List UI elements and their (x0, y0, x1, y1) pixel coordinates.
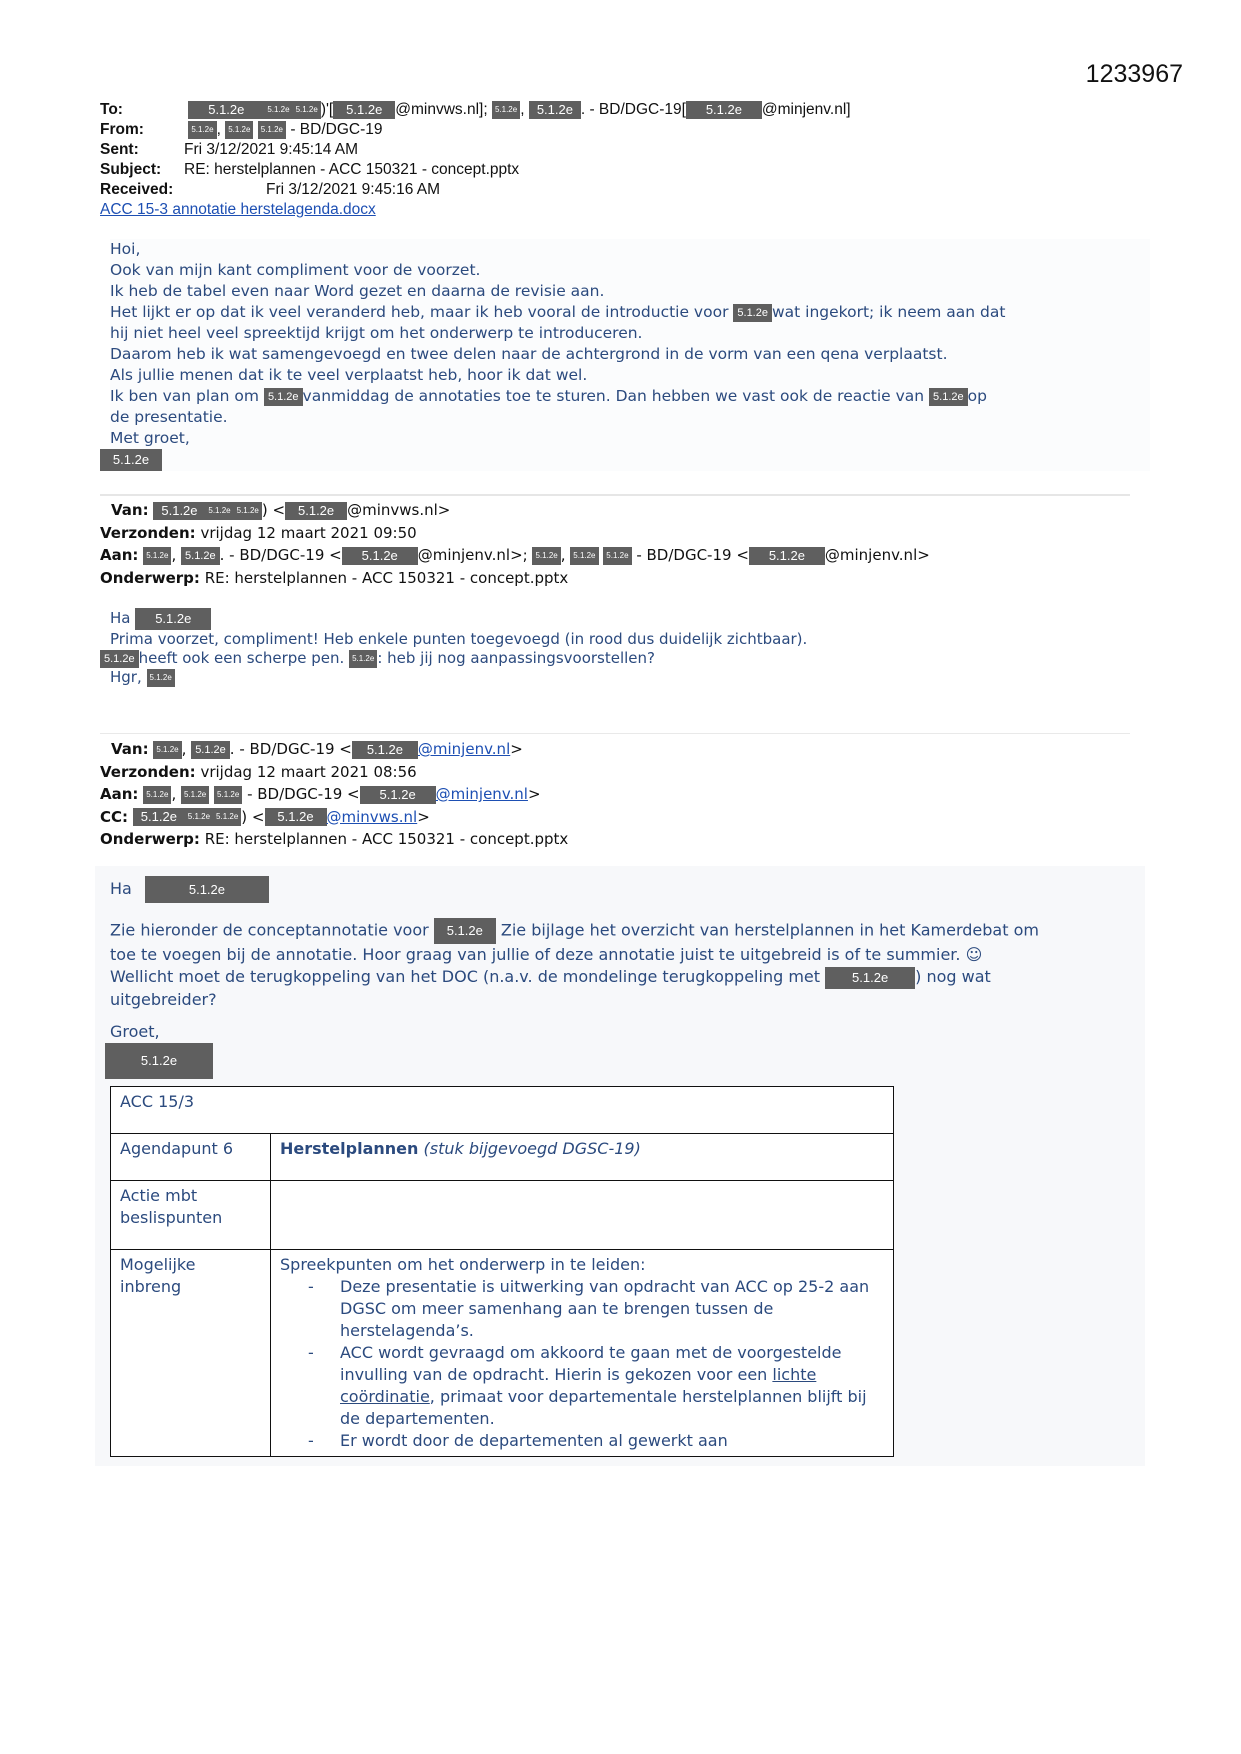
msg2-line: Prima voorzet, compliment! Heb enkele punten toegevoegd (in rood dus duidelijk zichtbaar). (110, 630, 808, 648)
msg1-text: Ik ben van plan om (110, 387, 259, 405)
redaction: 5.1.2e (342, 547, 418, 565)
email-link[interactable]: @minjenv.nl (435, 785, 528, 803)
fwd2-aan: Aan: 5.1.2e , 5.1.2e 5.1.2e - BD/DGC-19 < 5.1.2e @minjenv.nl> (100, 785, 541, 803)
msg3-groet: Groet, (110, 1021, 160, 1041)
verzonden-value: vrijdag 12 maart 2021 09:50 (200, 523, 417, 542)
aan-label: Aan: (100, 546, 139, 564)
msg2-text: Hgr, (110, 668, 142, 686)
onderwerp-value: RE: herstelplannen - ACC 150321 - concept.pptx (204, 830, 569, 848)
msg3-text: Zie bijlage het overzicht van herstelplannen in het Kamerdebat om (500, 920, 1039, 940)
redaction: 5.1.2e (929, 388, 968, 406)
onderwerp-label: Onderwerp: (100, 568, 200, 587)
redaction: 5.1.2e (225, 121, 253, 139)
to-text: . - BD/DGC-19[ (580, 101, 686, 118)
redaction: 5.1.2e (205, 502, 233, 520)
redaction: 5.1.2e (264, 388, 303, 406)
msg3-line: toe te voegen bij de annotatie. Hoor graag van jullie of deze annotatie juist te uitgebreid is of te summier. ☺ (110, 945, 983, 964)
subject-value: RE: herstelplannen - ACC 150321 - concept.pptx (184, 161, 520, 178)
inbreng-value (271, 1250, 894, 1457)
redaction: 5.1.2e (749, 547, 825, 565)
redaction: 5.1.2e (143, 547, 171, 565)
msg1-line: Hoi, (110, 240, 141, 258)
redaction: 5.1.2e (143, 786, 171, 804)
email-header (100, 100, 851, 220)
redaction: 5.1.2e (492, 101, 520, 119)
msg3-line (110, 918, 1150, 944)
redaction: 5.1.2e (181, 786, 209, 804)
from-row: From: 5.1.2e , 5.1.2e 5.1.2e - BD/DGC-19 (100, 121, 383, 138)
fwd2-van (100, 738, 568, 761)
redaction: 5.1.2e (686, 101, 762, 119)
aan-text: @minjenv.nl> (824, 546, 930, 564)
sent-value: Fri 3/12/2021 9:45:14 AM (184, 141, 359, 158)
aan-text: @minjenv.nl>; (417, 546, 528, 564)
redaction: 5.1.2e (133, 808, 185, 826)
redaction: 5.1.2e (191, 741, 230, 759)
table-row (111, 1181, 894, 1250)
msg3-signature (105, 1043, 1150, 1079)
redaction: 5.1.2e (185, 808, 213, 826)
to-text: , (520, 101, 525, 118)
fwd1-aan: Aan: 5.1.2e , 5.1.2e . - BD/DGC-19 < 5.1.2e @minjenv.nl>; 5.1.2e , 5.1.2e 5.1.2e - BD/DGC-19 < 5.1.2e @minjenv.nl> (100, 546, 930, 564)
agenda-value (271, 1134, 894, 1181)
msg2-text: Ha (110, 609, 131, 627)
to-row (100, 100, 851, 120)
bullet-underlined: lichte coördinatie (340, 1365, 817, 1406)
redaction: 5.1.2e (333, 101, 395, 119)
redaction: 5.1.2e (145, 876, 269, 903)
msg3-text: ) nog wat (915, 967, 991, 986)
table-row (111, 1134, 894, 1181)
forward-header-2 (100, 738, 568, 851)
msg2-line (100, 668, 807, 687)
forward-header-1 (100, 499, 930, 589)
agenda-note: (stuk bijgevoegd DGSC-19) (423, 1139, 641, 1158)
redaction: 5.1.2e (105, 1043, 213, 1079)
subject-row (100, 160, 851, 180)
redaction: 5.1.2e (135, 608, 211, 630)
redaction: 5.1.2e (529, 101, 581, 119)
fwd2-verzonden (100, 761, 568, 784)
redaction: 5.1.2e (100, 449, 162, 471)
msg3-text: Zie hieronder de conceptannotatie voor (110, 920, 429, 940)
aan-text: > (527, 785, 541, 803)
inbreng-label: Mogelijke inbreng (111, 1250, 271, 1457)
bullet-text: , primaat voor departementale herstelplannen blijft bij de departementen. (340, 1387, 867, 1428)
aan-text: . - BD/DGC-19 < (219, 546, 342, 564)
msg1-line: Met groet, (110, 429, 190, 447)
redaction: 5.1.2e (352, 741, 418, 759)
van-text: > (510, 740, 523, 758)
aan-label: Aan: (100, 785, 139, 803)
sent-row (100, 140, 851, 160)
table-title: ACC 15/3 (111, 1087, 894, 1134)
msg1-text: wat ingekort; ik neem aan dat (771, 303, 1006, 321)
redaction: 5.1.2e (285, 502, 347, 520)
msg3-line (110, 966, 1150, 989)
cc-text: ) < (241, 807, 265, 826)
message-body-3 (110, 876, 1150, 1079)
msg2-greeting (100, 606, 807, 630)
annotation-table (110, 1086, 894, 1457)
actie-label: Actie mbt beslispunten (111, 1181, 271, 1250)
list-item: - Er wordt door de departementen al gewerkt aan (330, 1430, 884, 1452)
verzonden-label: Verzonden: (100, 523, 196, 542)
msg1-line: Daarom heb ik wat samengevoegd en twee delen naar de achtergrond in de vorm van een qena verplaatst. (110, 345, 948, 363)
redaction: 5.1.2e (181, 547, 220, 565)
msg1-text: vanmiddag de annotaties toe te sturen. Dan hebben we vast ook de reactie van (302, 387, 925, 405)
redaction: 5.1.2e (214, 786, 242, 804)
msg2-text: : heb jij nog aanpassingsvoorstellen? (377, 649, 656, 667)
van-text: @minvws.nl> (347, 501, 451, 519)
received-label: Received: (100, 181, 174, 198)
email-link[interactable]: @minjenv.nl (417, 740, 511, 758)
attachment-link[interactable]: ACC 15-3 annotatie herstelagenda.docx (100, 201, 376, 218)
message-body-2 (100, 606, 807, 687)
redaction: 5.1.2e (153, 502, 205, 520)
redaction: 5.1.2e (213, 808, 241, 826)
inbreng-intro: Spreekpunten om het onderwerp in te leiden: (280, 1255, 646, 1274)
received-row (100, 180, 851, 200)
van-text: . - BD/DGC-19 < (229, 740, 352, 758)
redaction: 5.1.2e (532, 547, 560, 565)
van-label: Van: (111, 501, 149, 519)
cc-label: CC: (100, 807, 129, 826)
redaction: 5.1.2e (825, 967, 915, 989)
to-text: @minjenv.nl] (761, 101, 851, 118)
divider (100, 733, 1130, 734)
van-text: ) < (261, 501, 286, 519)
message-body-1 (110, 239, 1150, 471)
cc-text: > (417, 807, 430, 826)
document-number: 1233967 (1085, 60, 1183, 88)
redaction: 5.1.2e (360, 786, 436, 804)
actie-value (271, 1181, 894, 1250)
redaction: 5.1.2e (349, 650, 377, 668)
msg1-line: de presentatie. (110, 408, 228, 426)
list-item: - Deze presentatie is uitwerking van opdracht van ACC op 25-2 aan DGSC om meer samenhang aan te brengen tussen de herstelagenda’s. (330, 1276, 884, 1342)
verzonden-value: vrijdag 12 maart 2021 08:56 (200, 762, 417, 781)
to-text: )'[ (320, 101, 334, 118)
redaction: 5.1.2e (293, 101, 321, 119)
to-label: To: (100, 101, 123, 118)
msg1-line: hij niet heel veel spreektijd krijgt om het onderwerp te introduceren. (110, 324, 643, 342)
aan-text: - BD/DGC-19 < (636, 546, 749, 564)
redaction: 5.1.2e (434, 918, 496, 944)
van-label: Van: (111, 740, 149, 758)
to-text: @minvws.nl]; (395, 101, 488, 118)
redaction: 5.1.2e (258, 121, 286, 139)
msg2-line (100, 649, 807, 668)
van-text: , (181, 740, 187, 758)
onderwerp-value: RE: herstelplannen - ACC 150321 - concept.pptx (204, 568, 569, 587)
msg1-text: op (967, 387, 987, 405)
fwd2-cc (100, 806, 568, 829)
verzonden-label: Verzonden: (100, 762, 196, 781)
redaction: 5.1.2e (234, 502, 262, 520)
attachment-row (100, 200, 851, 220)
redaction: 5.1.2e (264, 101, 292, 119)
from-label: From: (100, 121, 144, 138)
msg1-line: Als jullie menen dat ik te veel verplaatst heb, hoor ik dat wel. (110, 366, 588, 384)
msg1-text: Het lijkt er op dat ik veel veranderd heb, maar ik heb vooral de introductie voor (110, 303, 729, 321)
msg1-line (110, 386, 1150, 407)
table-row (111, 1250, 894, 1457)
redaction: 5.1.2e (153, 741, 181, 759)
redaction: 5.1.2e (570, 547, 598, 565)
list-item (330, 1342, 884, 1430)
msg2-text: heeft ook een scherpe pen. (138, 649, 345, 667)
fwd1-onderwerp (100, 567, 930, 590)
msg1-signature (100, 449, 1150, 471)
received-value: Fri 3/12/2021 9:45:16 AM (266, 181, 441, 198)
msg1-line: Ook van mijn kant compliment voor de voorzet. (110, 261, 481, 279)
fwd1-verzonden (100, 522, 930, 545)
aan-text: , (171, 546, 177, 564)
redaction: 5.1.2e (603, 547, 631, 565)
redaction: 5.1.2e (733, 304, 772, 322)
sent-label: Sent: (100, 141, 139, 158)
from-text: - BD/DGC-19 (290, 121, 383, 138)
msg1-line: Ik heb de tabel even naar Word gezet en daarna de revisie aan. (110, 282, 605, 300)
fwd2-onderwerp (100, 828, 568, 851)
divider (100, 494, 1130, 496)
aan-text: - BD/DGC-19 < (247, 785, 360, 803)
redaction: 5.1.2e (265, 808, 327, 826)
fwd1-van (100, 499, 930, 522)
msg3-greeting (110, 876, 1150, 906)
table-row (111, 1087, 894, 1134)
redaction: 5.1.2e (147, 669, 175, 687)
msg3-text: Wellicht moet de terugkoppeling van het DOC (n.a.v. de mondelinge terugkoppeling met (110, 967, 821, 986)
subject-label: Subject: (100, 161, 162, 178)
redaction: 5.1.2e (100, 650, 139, 668)
bullet-list (280, 1276, 884, 1452)
redaction: 5.1.2e (188, 121, 216, 139)
bullet-text: ACC wordt gevraagd om akkoord te gaan met de voorgestelde invulling van de opdracht. Hierin is gekozen voor een (340, 1343, 842, 1384)
msg3-line: uitgebreider? (110, 989, 217, 1009)
onderwerp-label: Onderwerp: (100, 830, 200, 848)
email-link[interactable]: @minvws.nl (326, 807, 418, 826)
agenda-label: Agendapunt 6 (111, 1134, 271, 1181)
agenda-title: Herstelplannen (280, 1139, 419, 1158)
msg3-text: Ha (110, 879, 132, 898)
redaction: 5.1.2e (188, 101, 264, 119)
msg1-line (110, 302, 1150, 323)
